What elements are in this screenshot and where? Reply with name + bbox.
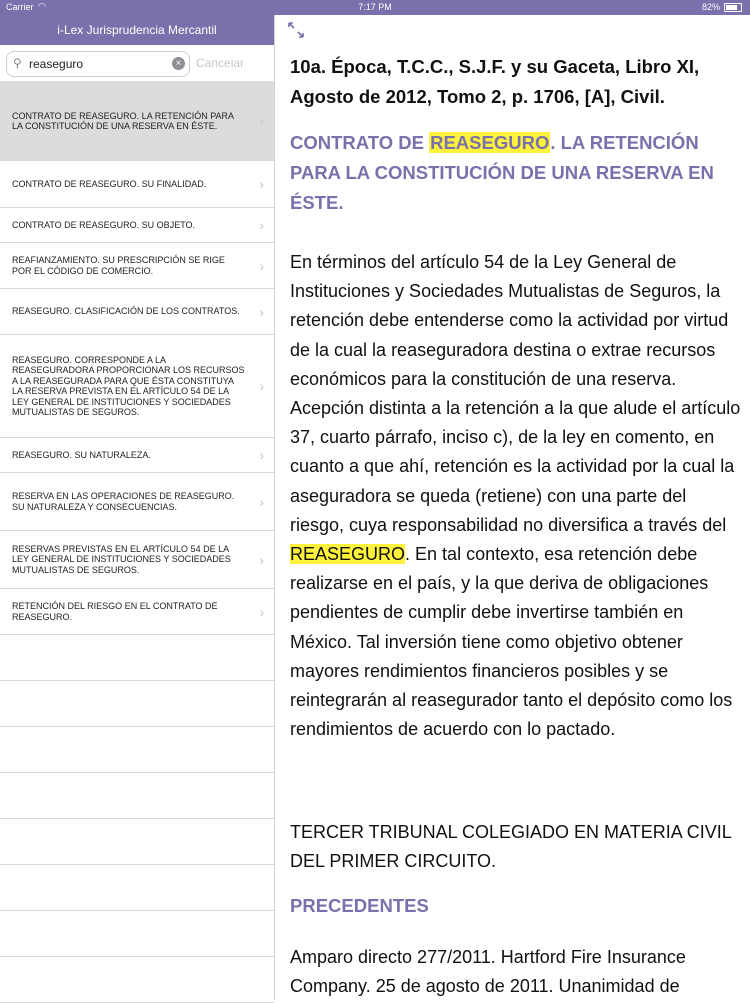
empty-row: [0, 773, 274, 819]
search-highlight: REASEGURO: [290, 544, 406, 565]
empty-row: [0, 819, 274, 865]
empty-row: [0, 727, 274, 773]
title-post: . LA RETENCIÓN PARA LA CONSTITUCIÓN DE UNA RESERVA EN ÉSTE.: [290, 132, 714, 213]
list-item-label: RESERVA EN LAS OPERACIONES DE REASEGURO. SU NATURALEZA Y CONSECUENCIAS.: [12, 491, 235, 512]
clear-search-icon[interactable]: ×: [172, 57, 185, 70]
list-item[interactable]: [0, 335, 274, 438]
tribunal: TERCER TRIBUNAL COLEGIADO EN MATERIA CIVIL DEL PRIMER CIRCUITO.: [290, 822, 732, 871]
list-item[interactable]: [0, 82, 274, 161]
list-item-label: REASEGURO. CLASIFICACIÓN DE LOS CONTRATOS.: [12, 306, 240, 317]
list-item-label: REASEGURO. CORRESPONDE A LA REASEGURADORA PROPORCIONAR LOS RECURSOS A LA REASEGURADA PARA QUE ÉSTA CONSTITUYA LA RESERVA PREVISTA EN EL ARTÍCULO 54 DE LA LEY GENERAL DE INSTITUCIONES Y SOCIEDADES MUTUALISTAS DE SEGUROS.: [12, 354, 245, 417]
sidebar: [0, 15, 275, 1000]
precedentes-text: Amparo directo 277/2011. Hartford Fire Insurance Company. 25 de agosto de 2011. Unanimidad de: [290, 947, 686, 996]
empty-row: [0, 911, 274, 957]
chevron-right-icon: ›: [259, 175, 264, 192]
empty-row: [0, 957, 274, 1003]
expand-icon[interactable]: [287, 21, 307, 41]
list-item-label: RETENCIÓN DEL RIESGO EN EL CONTRATO DE REASEGURO.: [12, 601, 218, 622]
battery-percent: 82%: [701, 2, 720, 12]
search-input[interactable]: [6, 51, 190, 77]
status-bar: [0, 0, 750, 15]
chevron-right-icon: ›: [259, 446, 264, 463]
battery-icon: [724, 3, 742, 12]
document-view: [275, 15, 750, 1000]
list-item[interactable]: [0, 208, 274, 243]
thesis-title: [290, 128, 740, 218]
chevron-right-icon: ›: [259, 112, 264, 129]
list-item[interactable]: [0, 438, 274, 473]
list-item[interactable]: [0, 589, 274, 635]
sidebar-title: i-Lex Jurisprudencia Mercantil: [0, 15, 274, 45]
search-icon: ⚲: [13, 56, 22, 70]
empty-row: [0, 865, 274, 911]
wifi-icon: ◠: [38, 1, 46, 11]
thesis-body: [290, 248, 745, 744]
list-item-label: REAFIANZAMIENTO. SU PRESCRIPCIÓN SE RIGE POR EL CÓDIGO DE COMERCIO.: [12, 255, 225, 276]
chevron-right-icon: ›: [259, 377, 264, 394]
empty-row: [0, 635, 274, 681]
list-item-label: REASEGURO. SU NATURALEZA.: [12, 449, 151, 460]
cancel-button[interactable]: Cancelar: [196, 56, 245, 70]
chevron-right-icon: ›: [259, 603, 264, 620]
list-item[interactable]: [0, 161, 274, 208]
list-item[interactable]: [0, 473, 274, 531]
list-item-label: CONTRATO DE REASEGURO. LA RETENCIÓN PARA LA CONSTITUCIÓN DE UNA RESERVA EN ÉSTE.: [12, 110, 234, 131]
search-bar: [0, 45, 274, 82]
empty-row: [0, 681, 274, 727]
chevron-right-icon: ›: [259, 551, 264, 568]
battery-indicator: [702, 2, 742, 12]
citation: 10a. Época, T.C.C., S.J.F. y su Gaceta, Libro XI, Agosto de 2012, Tomo 2, p. 1706, [A], Civil.: [290, 56, 700, 107]
chevron-right-icon: ›: [259, 216, 264, 233]
precedentes-heading: PRECEDENTES: [290, 895, 429, 916]
status-time: 7:17 PM: [358, 2, 392, 12]
list-item-label: RESERVAS PREVISTAS EN EL ARTÍCULO 54 DE LA LEY GENERAL DE INSTITUCIONES Y SOCIEDADES MUTUALISTAS DE SEGUROS.: [12, 543, 231, 575]
list-item[interactable]: [0, 289, 274, 335]
chevron-right-icon: ›: [259, 257, 264, 274]
body-post: . En tal contexto, esa retención debe realizarse en el país, y la que deriva de obligaciones pendientes de cumplir debe invertirse también en México. Tal inversión tiene como objetivo obtener mayores rendimientos financieros posibles y se reintegrarán al reasegurador tanto el depósito como los rendimientos de acuerdo con lo pactado.: [290, 544, 733, 740]
chevron-right-icon: ›: [259, 303, 264, 320]
search-value: reaseguro: [29, 57, 84, 71]
search-highlight: REASEGURO: [430, 132, 550, 153]
body-pre: En términos del artículo 54 de la Ley General de Instituciones y Sociedades Mutualistas de Seguros, la retención debe entenderse como la actividad por virtud de la cual la reaseguradora destina o extrae recursos económicos para la constitución de una reserva. Acepción distinta a la retención a la que alude el artículo 37, cuarto párrafo, inciso c), de la ley en comento, en cuanto a que ahí, retención es la actividad por la cual la aseguradora se queda (retiene) con una parte del riesgo, cuya responsabilidad no diversifica a través del: [290, 252, 741, 535]
list-item[interactable]: [0, 531, 274, 589]
title-pre: CONTRATO DE: [290, 132, 430, 153]
list-item-label: CONTRATO DE REASEGURO. SU OBJETO.: [12, 219, 196, 230]
chevron-right-icon: ›: [259, 493, 264, 510]
list-item-label: CONTRATO DE REASEGURO. SU FINALIDAD.: [12, 178, 207, 189]
carrier-label: Carrier: [6, 2, 34, 12]
list-item[interactable]: [0, 243, 274, 289]
